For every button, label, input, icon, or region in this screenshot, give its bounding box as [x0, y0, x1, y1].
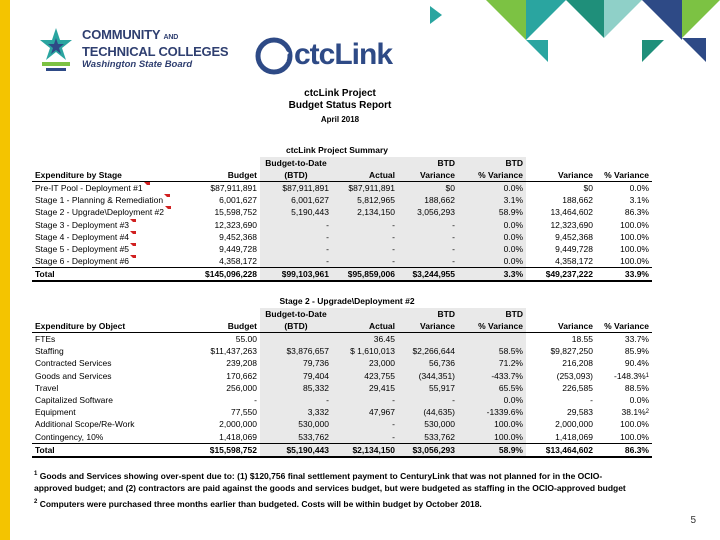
cell: $0	[398, 182, 458, 195]
cell: $3,056,293	[398, 443, 458, 457]
cell: $ 1,610,013	[332, 345, 398, 357]
cell: 423,755	[332, 370, 398, 382]
cell: 530,000	[398, 418, 458, 430]
table-row	[32, 182, 652, 195]
summary-section-title: ctcLink Project Summary	[285, 145, 389, 155]
cell: 65.5%	[458, 382, 526, 394]
cell: -	[332, 418, 398, 430]
cell: 12,323,690	[550, 219, 593, 230]
cell: 9,449,728	[219, 244, 257, 255]
cell: Additional Scope/Re-Work	[35, 419, 135, 430]
cell: $11,437,263	[210, 346, 257, 357]
cell: 9,452,368	[555, 231, 593, 242]
cell: $99,103,961	[260, 268, 332, 282]
cell: Travel	[35, 382, 59, 393]
cell: $2,266,644	[398, 345, 458, 357]
stage2-header	[32, 320, 652, 333]
cell: 23,000	[332, 357, 398, 369]
table-row	[32, 431, 652, 444]
cell: 1,418,069	[219, 431, 257, 442]
col-header: Budget	[186, 320, 260, 333]
cell: Capitalized Software	[35, 395, 113, 406]
footnote-number: 2	[34, 498, 38, 505]
cell: -	[398, 219, 458, 231]
cell: 79,404	[260, 370, 332, 382]
cell: $15,598,752	[186, 443, 260, 457]
cell: 188,662	[398, 194, 458, 206]
report-date: April 2018	[320, 115, 360, 124]
table-row	[32, 333, 652, 346]
cell: 170,662	[226, 370, 257, 381]
cell: -	[260, 394, 332, 406]
summary-table	[32, 157, 652, 282]
table-row	[32, 382, 652, 394]
cell: 29,583	[567, 407, 593, 418]
accent-bar	[0, 0, 10, 540]
cell: 38.1%$^2$	[621, 407, 649, 418]
cell: -	[260, 231, 332, 243]
cell: $87,911,891	[260, 182, 332, 195]
cell: 47,967	[332, 406, 398, 418]
cell: -	[590, 395, 593, 406]
cell: -	[332, 394, 398, 406]
cell: -	[398, 231, 458, 243]
summary-total-row	[32, 268, 652, 282]
col-header: Budget	[186, 169, 260, 182]
cell: Stage 1 - Planning & Remediation	[32, 194, 186, 206]
col-header: Expenditure by Object	[32, 320, 186, 333]
cell: 58.5%	[458, 345, 526, 357]
ctclink-swirl-icon	[254, 36, 294, 76]
stage2-total-row	[32, 443, 652, 457]
cell: -	[332, 231, 398, 243]
comment-marker-icon	[130, 219, 136, 222]
cell: 100.0%	[620, 244, 649, 255]
cell	[458, 333, 526, 346]
report-title-block	[270, 88, 410, 125]
cell: $87,911,891	[332, 182, 398, 195]
footnote-ref: 1	[645, 372, 649, 379]
cell: -	[398, 255, 458, 268]
cell: -	[260, 243, 332, 255]
cell: 3.1%	[458, 194, 526, 206]
cell: Contracted Services	[35, 358, 112, 369]
comment-marker-icon	[164, 194, 170, 197]
cell: 36.45	[332, 333, 398, 346]
cell: 2,134,150	[332, 206, 398, 218]
cell: 100.0%	[458, 431, 526, 444]
col-header: BTD	[458, 308, 526, 320]
sbctc-title-and: AND	[163, 34, 179, 41]
table-row	[32, 194, 652, 206]
col-header: % Variance	[458, 169, 526, 182]
cell: 12,323,690	[214, 219, 257, 230]
cell: 0.0%	[458, 219, 526, 231]
cell: Stage 6 - Deployment #6	[32, 255, 186, 268]
cell: 226,585	[562, 382, 593, 393]
cell: (253,093)	[556, 370, 593, 381]
cell: $3,876,657	[260, 345, 332, 357]
cell: 216,208	[562, 358, 593, 369]
cell: 18.55	[571, 334, 593, 345]
cell: Equipment	[35, 407, 76, 418]
cell: 100.0%	[620, 256, 649, 267]
table-row	[32, 394, 652, 406]
cell: 2,000,000	[555, 419, 593, 430]
cell: 0.0%	[458, 231, 526, 243]
col-header: Variance	[398, 169, 458, 182]
col-header: Budget-to-Date	[260, 308, 332, 320]
cell: 85.9%	[624, 346, 649, 357]
cell: Total	[32, 268, 186, 282]
cell: 0.0%	[629, 183, 649, 194]
cell: $49,237,222	[526, 268, 596, 282]
cell: 0.0%	[458, 255, 526, 268]
decorative-triangles	[430, 0, 720, 62]
cell: $87,911,891	[210, 183, 257, 194]
cell: -433.7%	[458, 370, 526, 382]
cell: 85,332	[260, 382, 332, 394]
cell: 100.0%	[620, 231, 649, 242]
cell: -1339.6%	[458, 406, 526, 418]
cell: 71.2%	[458, 357, 526, 369]
col-header: (BTD)	[260, 320, 332, 333]
cell: 4,358,172	[555, 256, 593, 267]
table-row	[32, 406, 652, 418]
cell: 6,001,627	[260, 194, 332, 206]
cell: 90.4%	[624, 358, 649, 369]
cell: 0.0%	[458, 182, 526, 195]
col-header: (BTD)	[260, 169, 332, 182]
cell: $13,464,602	[526, 443, 596, 457]
cell: (344,351)	[398, 370, 458, 382]
cell: 58.9%	[458, 443, 526, 457]
stage2-section-title: Stage 2 - Upgrade\Deployment #2	[279, 296, 415, 306]
table-row	[32, 370, 652, 382]
cell: 9,449,728	[555, 244, 593, 255]
cell: $5,190,443	[260, 443, 332, 457]
cell: 13,464,602	[550, 207, 593, 218]
cell: $3,244,955	[398, 268, 458, 282]
col-header: Budget-to-Date	[260, 157, 332, 169]
cell: 33.9%	[596, 268, 652, 282]
footnote-2	[34, 496, 674, 510]
cell: 15,598,752	[214, 207, 257, 218]
comment-marker-icon	[130, 255, 136, 258]
cell: 58.9%	[458, 206, 526, 218]
cell: Contingency, 10%	[35, 431, 104, 442]
cell: -	[254, 395, 257, 406]
table-row	[32, 418, 652, 430]
summary-header-top	[32, 157, 652, 169]
cell: 530,000	[260, 418, 332, 430]
cell: -	[332, 219, 398, 231]
col-header: Actual	[332, 320, 398, 333]
cell: 86.3%	[596, 443, 652, 457]
cell: 100.0%	[458, 418, 526, 430]
table-row	[32, 231, 652, 243]
cell: 533,762	[260, 431, 332, 444]
cell: 86.3%	[624, 207, 649, 218]
cell: Stage 2 - Upgrade\Deployment #2	[32, 206, 186, 218]
cell: 239,208	[226, 358, 257, 369]
table-row	[32, 206, 652, 218]
cell: 79,736	[260, 357, 332, 369]
cell: FTEs	[35, 334, 56, 345]
cell: -148.3%$^1$	[613, 370, 649, 381]
cell: $9,827,250	[550, 346, 593, 357]
cell: $95,859,006	[332, 268, 398, 282]
table-row	[32, 255, 652, 268]
cell: 2,000,000	[219, 419, 257, 430]
cell: $2,134,150	[332, 443, 398, 457]
footnote-1	[34, 468, 674, 494]
cell: $0	[583, 183, 593, 194]
cell: 188,662	[562, 195, 593, 206]
col-header: % Variance	[596, 169, 652, 182]
cell: 77,550	[231, 407, 257, 418]
cell: 533,762	[398, 431, 458, 444]
cell: Staffing	[35, 346, 64, 357]
footnote-text: approved budget; and (2) contractors are paid against the goods and services budget, but were budgeted as staffing in the OCIO-approved budget	[34, 482, 626, 493]
cell: Stage 4 - Deployment #4	[32, 231, 186, 243]
cell: 3.1%	[629, 195, 649, 206]
col-header: Expenditure by Stage	[32, 169, 186, 182]
cell: -	[260, 255, 332, 268]
cell: 100.0%	[620, 419, 649, 430]
cell: -	[332, 243, 398, 255]
cell: $145,096,228	[186, 268, 260, 282]
cell: 1,418,069	[555, 431, 593, 442]
stage2-header-top	[32, 308, 652, 320]
cell: 56,736	[398, 357, 458, 369]
report-subtitle: Budget Status Report	[288, 100, 392, 111]
comment-marker-icon	[165, 206, 171, 209]
sbctc-subtitle: Washington State Board	[82, 59, 193, 70]
cell: 5,812,965	[332, 194, 398, 206]
col-header: Actual	[332, 169, 398, 182]
cell: 55,917	[398, 382, 458, 394]
cell: Total	[32, 443, 186, 457]
col-header: % Variance	[458, 320, 526, 333]
cell: (44,635)	[398, 406, 458, 418]
cell: 0.0%	[458, 243, 526, 255]
cell: Stage 5 - Deployment #5	[32, 243, 186, 255]
cell: 88.5%	[624, 382, 649, 393]
footnote-number: 1	[34, 471, 38, 477]
cell: 3.3%	[458, 268, 526, 282]
col-header: BTD	[458, 157, 526, 169]
sbctc-logo	[34, 24, 234, 82]
cell: 0.0%	[458, 394, 526, 406]
cell: -	[332, 255, 398, 268]
col-header: Variance	[526, 169, 596, 182]
col-header: Variance	[526, 320, 596, 333]
cell: 9,452,368	[219, 231, 257, 242]
stage2-table	[32, 308, 652, 458]
cell	[398, 333, 458, 346]
ctclink-logo	[254, 36, 404, 80]
washington-state-icon	[34, 24, 78, 76]
summary-header	[32, 169, 652, 182]
sbctc-title-line2: TECHNICAL COLLEGES	[82, 44, 229, 59]
cell: 3,056,293	[398, 206, 458, 218]
cell: Pre-IT Pool - Deployment #1	[32, 182, 186, 195]
report-title: ctcLink Project	[304, 88, 376, 99]
footnotes	[34, 468, 674, 512]
col-header: Variance	[398, 320, 458, 333]
page-number: 5	[690, 515, 696, 526]
cell: Goods and Services	[35, 370, 112, 381]
cell: -	[260, 219, 332, 231]
footnote-text: Computers were purchased three months earlier than budgeted. Costs will be within budget by October 2018.	[37, 498, 482, 509]
cell: 3,332	[260, 406, 332, 418]
cell: -	[332, 431, 398, 444]
comment-marker-icon	[130, 243, 136, 246]
footnote-ref: 2	[645, 409, 649, 416]
col-header: BTD	[398, 157, 458, 169]
cell: 5,190,443	[260, 206, 332, 218]
table-row	[32, 357, 652, 369]
comment-marker-icon	[144, 182, 150, 185]
col-header: % Variance	[596, 320, 652, 333]
cell	[260, 333, 332, 346]
ctclink-wordmark: ctcLink	[294, 38, 393, 71]
cell: 33.7%	[624, 334, 649, 345]
sbctc-title-line1: COMMUNITY	[82, 27, 161, 42]
table-row	[32, 243, 652, 255]
cell: 100.0%	[620, 431, 649, 442]
cell: 0.0%	[629, 395, 649, 406]
cell: 6,001,627	[219, 195, 257, 206]
cell: Stage 3 - Deployment #3	[32, 219, 186, 231]
cell: 256,000	[226, 382, 257, 393]
table-row	[32, 345, 652, 357]
cell: 4,358,172	[219, 256, 257, 267]
cell: 29,415	[332, 382, 398, 394]
cell: -	[398, 243, 458, 255]
comment-marker-icon	[130, 231, 136, 234]
footnote-text: Goods and Services showing over-spent due to: (1) $120,756 final settlement payment to CenturyLink that was not planned for in the OCIO-	[37, 470, 603, 481]
cell: 55.00	[235, 334, 257, 345]
cell: 100.0%	[620, 219, 649, 230]
table-row	[32, 219, 652, 231]
col-header: BTD	[398, 308, 458, 320]
cell: -	[398, 394, 458, 406]
